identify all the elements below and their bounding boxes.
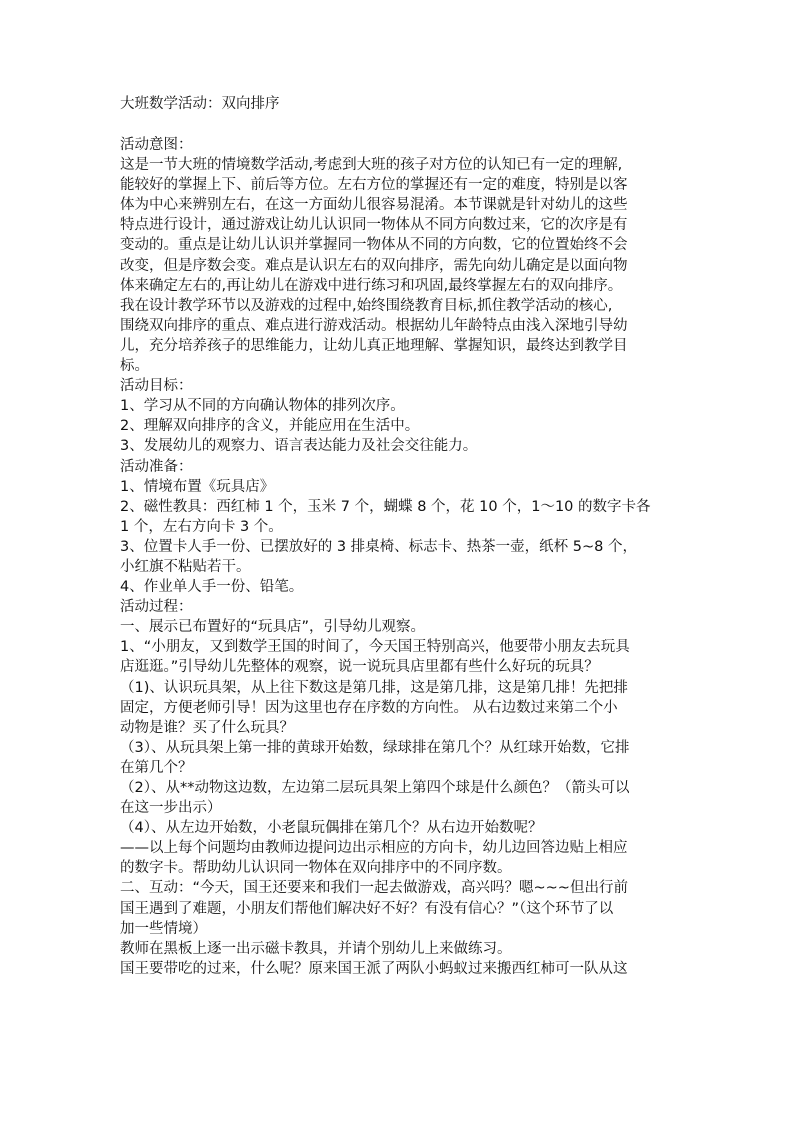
text-line: 3、位置卡人手一份、已摆放好的 3 排桌椅、标志卡、热茶一壶，纸杯 5~8 个，: [120, 538, 637, 555]
text-line: （3）、从玩具架上第一排的黄球开始数，绿球排在第几个？从红球开始数，它排: [120, 739, 630, 756]
text-line: 国王遇到了难题，小朋友们帮他们解决好不好？有没有信心？”（这个环节了以: [120, 900, 614, 917]
text-line: 活动目标：: [120, 378, 193, 395]
text-line: 标。: [120, 358, 149, 375]
text-line: （2）、从**动物这边数，左边第二层玩具架上第四个球是什么颜色？（箭头可以: [120, 780, 630, 796]
text-line: 体为中心来辨别左右，在这一方面幼儿很容易混淆。本节课就是针对幼儿的这些: [120, 197, 628, 214]
text-line: 活动意图：: [120, 137, 193, 153]
text-line: 活动准备：: [120, 458, 193, 475]
text-line: 教师在黑板上逐一出示磁卡教具，并请个别幼儿上来做练习。: [120, 940, 512, 957]
document-title: 大班数学活动：双向排序: [120, 96, 280, 112]
text-line: 加一些情境）: [120, 920, 207, 937]
text-line: 1、学习从不同的方向确认物体的排列次序。: [120, 398, 405, 415]
text-line: ——以上每个问题均由教师边提问边出示相应的方向卡，幼儿边回答边贴上相应: [120, 840, 628, 857]
text-line: 2、磁性教具：西红柿 1 个，玉米 7 个，蝴蝶 8 个，花 10 个，1～10 的数字卡各: [120, 498, 651, 515]
text-line: 小红旗不粘贴若干。: [120, 558, 251, 575]
text-line: 一、展示已布置好的“玩具店”，引导幼儿观察。: [120, 619, 426, 636]
text-line: 二、互动：“今天，国王还要来和我们一起去做游戏，高兴吗？嗯~~~但出行前: [120, 880, 628, 897]
text-line: 活动过程：: [120, 599, 193, 616]
document-body: [120, 135, 680, 979]
text-line: 国王要带吃的过来，什么呢？原来国王派了两队小蚂蚁过来搬西红柿可一队从这: [120, 960, 628, 977]
text-line: 特点进行设计，通过游戏让幼儿认识同一物体从不同方向数过来，它的次序是有: [120, 217, 628, 234]
text-line: 1、“小朋友，又到数学王国的时间了，今天国王特别高兴，他要带小朋友去玩具: [120, 639, 630, 656]
text-line: 2、理解双向排序的含义，并能应用在生活中。: [120, 418, 420, 435]
text-line: 的数字卡。帮助幼儿认识同一物体在双向排序中的不同序数。: [120, 860, 512, 877]
text-line: （4）、从左边开始数，小老鼠玩偶排在第几个？从右边开始数呢？: [120, 820, 543, 837]
text-line: （1)、认识玩具架，从上往下数这是第几排，这是第几排，这是第几排！先把排: [120, 679, 628, 696]
text-line: 1、情境布置《玩具店》: [120, 478, 275, 495]
text-line: 变动的。重点是让幼儿认识并掌握同一物体从不同的方向数，它的位置始终不会: [120, 237, 628, 254]
text-line: 这是一节大班的情境数学活动,考虑到大班的孩子对方位的认知已有一定的理解,: [120, 157, 623, 174]
text-line: 动物是谁？买了什么玩具？: [120, 719, 294, 736]
text-line: 4、作业单人手一份、铅笔。: [120, 579, 304, 596]
text-line: 固定，方便老师引导！因为这里也存在序数的方向性。 从右边数过来第二个小: [120, 699, 618, 716]
text-line: 儿，充分培养孩子的思维能力，让幼儿真正地理解、掌握知识，最终达到教学目: [120, 337, 628, 354]
text-line: 我在设计教学环节以及游戏的过程中,始终围绕教育目标,抓住教学活动的核心,: [120, 297, 613, 314]
text-line: 能较好的掌握上下、前后等方位。左右方位的掌握还有一定的难度，特别是以客: [120, 177, 628, 194]
text-line: 改变，但是序数会变。难点是认识左右的双向排序，需先向幼儿确定是以面向物: [120, 257, 628, 274]
text-line: 体来确定左右的,再让幼儿在游戏中进行练习和巩固,最终掌握左右的双向排序。: [120, 277, 623, 294]
text-line: 店逛逛。”引导幼儿先整体的观察，说一说玩具店里都有些什么好玩的玩具？: [120, 659, 599, 676]
text-line: 3、发展幼儿的观察力、语言表达能力及社会交往能力。: [120, 438, 478, 455]
text-line: 在第几个？: [120, 759, 193, 776]
text-line: 在这一步出示）: [120, 800, 222, 817]
text-line: 1 个，左右方向卡 3 个。: [120, 518, 283, 535]
text-line: 围绕双向排序的重点、难点进行游戏活动。根据幼儿年龄特点由浅入深地引导幼: [120, 317, 628, 334]
